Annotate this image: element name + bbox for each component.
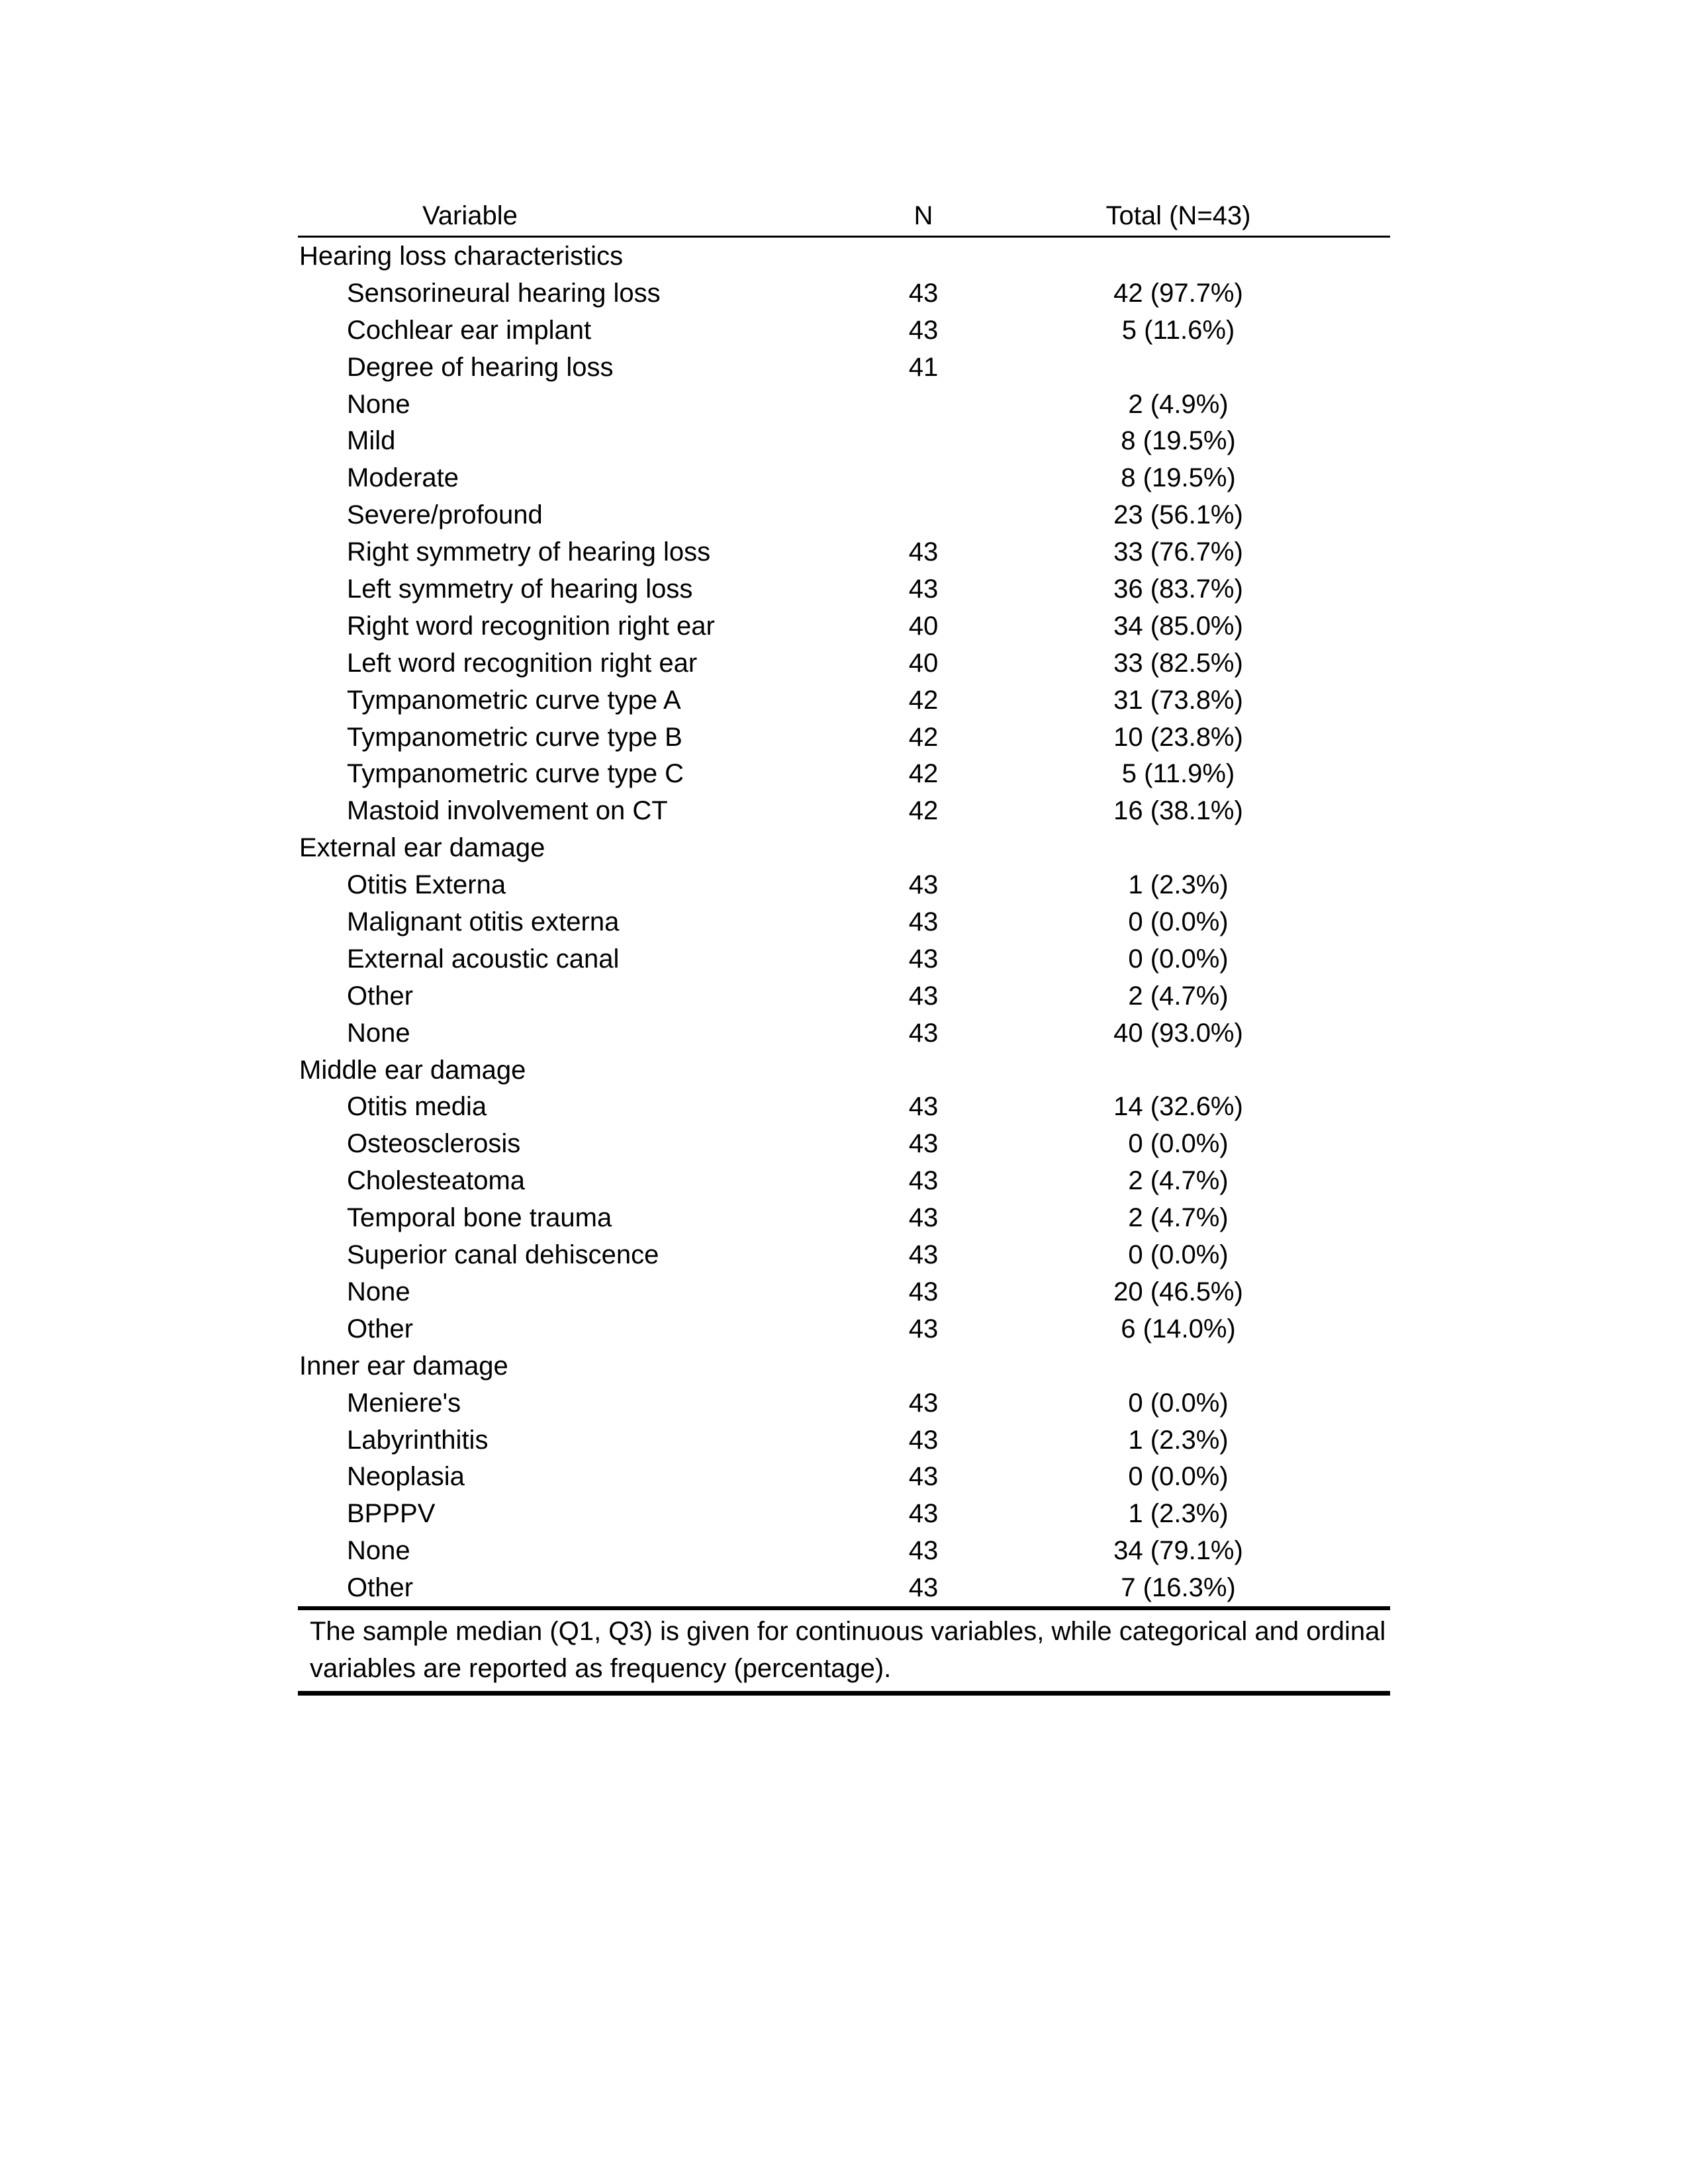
row-total: 0 (0.0%) <box>1128 1388 1229 1418</box>
row-n: 43 <box>908 907 939 937</box>
row-label: Mild <box>347 426 396 456</box>
row-total: 1 (2.3%) <box>1128 870 1229 900</box>
header-variable: Variable <box>422 201 518 230</box>
table-row <box>298 645 1390 682</box>
row-label: Other <box>347 1573 414 1603</box>
row-label: None <box>347 1536 410 1566</box>
row-n: 43 <box>908 1240 939 1270</box>
row-n: 43 <box>908 1314 939 1343</box>
table-row <box>298 422 1390 459</box>
row-total: 8 (19.5%) <box>1121 463 1236 493</box>
table-row <box>298 792 1390 829</box>
row-label: Other <box>347 1314 414 1343</box>
table-row <box>298 903 1390 940</box>
table-row <box>298 275 1390 312</box>
row-label: Sensorineural hearing loss <box>347 278 661 308</box>
row-n: 43 <box>908 1092 939 1122</box>
row-label: None <box>347 1018 410 1048</box>
row-n: 43 <box>908 1129 939 1159</box>
table-row <box>298 496 1390 533</box>
row-total: 0 (0.0%) <box>1128 944 1229 974</box>
row-label: Cholesteatoma <box>347 1166 526 1196</box>
row-label: None <box>347 1277 410 1306</box>
table-row <box>298 1088 1390 1125</box>
section-header-row <box>298 1052 1390 1089</box>
row-label: Malignant otitis externa <box>347 907 620 937</box>
row-n: 42 <box>908 685 939 715</box>
table-row <box>298 570 1390 608</box>
table-row <box>298 533 1390 570</box>
row-label: Neoplasia <box>347 1462 465 1492</box>
row-label: None <box>347 389 410 419</box>
table-row <box>298 1310 1390 1347</box>
row-total: 33 (82.5%) <box>1113 648 1243 678</box>
row-label: Right word recognition right ear <box>347 611 715 641</box>
row-total: 5 (11.6%) <box>1121 315 1235 345</box>
row-label: Left word recognition right ear <box>347 648 698 678</box>
row-n: 43 <box>908 1166 939 1196</box>
row-label: Hearing loss characteristics <box>299 242 624 271</box>
row-n: 43 <box>908 1277 939 1306</box>
row-n: 41 <box>908 352 939 382</box>
table-body <box>298 238 1390 1606</box>
row-label: Otitis media <box>347 1092 487 1122</box>
table-row <box>298 978 1390 1015</box>
table-row <box>298 1422 1390 1459</box>
row-label: Superior canal dehiscence <box>347 1240 659 1270</box>
row-label: Tympanometric curve type B <box>347 722 682 752</box>
header-n: N <box>914 201 933 230</box>
row-total: 23 (56.1%) <box>1113 500 1243 530</box>
row-total: 1 (2.3%) <box>1128 1425 1229 1455</box>
table-row <box>298 608 1390 645</box>
row-label: Meniere's <box>347 1388 461 1418</box>
table-row <box>298 1125 1390 1162</box>
row-total: 2 (4.7%) <box>1128 981 1229 1011</box>
row-label: Moderate <box>347 463 459 493</box>
row-total: 8 (19.5%) <box>1121 426 1236 456</box>
row-total: 10 (23.8%) <box>1113 722 1243 752</box>
row-n: 43 <box>908 1573 939 1603</box>
row-n: 43 <box>908 278 939 308</box>
table-row <box>298 1495 1390 1532</box>
row-n: 43 <box>908 1018 939 1048</box>
row-n: 40 <box>908 648 939 678</box>
row-label: BPPPV <box>347 1499 436 1529</box>
row-n: 43 <box>908 981 939 1011</box>
table-row <box>298 940 1390 978</box>
row-n: 43 <box>908 1499 939 1529</box>
row-total: 20 (46.5%) <box>1113 1277 1243 1306</box>
section-header-row <box>298 238 1390 275</box>
row-label: Tympanometric curve type C <box>347 759 684 789</box>
table-row <box>298 1532 1390 1569</box>
table-row <box>298 1385 1390 1422</box>
row-label: Otitis Externa <box>347 870 506 900</box>
table-row <box>298 1273 1390 1310</box>
row-label: Tympanometric curve type A <box>347 685 681 715</box>
table-row <box>298 755 1390 792</box>
table-row <box>298 1236 1390 1273</box>
table-row <box>298 682 1390 719</box>
row-n: 43 <box>908 537 939 567</box>
row-n: 43 <box>908 574 939 604</box>
row-n: 42 <box>908 722 939 752</box>
row-total: 0 (0.0%) <box>1128 1240 1229 1270</box>
row-total: 36 (83.7%) <box>1113 574 1243 604</box>
table-row <box>298 1569 1390 1606</box>
table-row <box>298 349 1390 386</box>
row-total: 1 (2.3%) <box>1128 1499 1229 1529</box>
summary-table <box>298 196 1390 1696</box>
row-n: 43 <box>908 1536 939 1566</box>
header-total: Total (N=43) <box>1105 201 1251 230</box>
table-footnote: The sample median (Q1, Q3) is given for continuous variables, while categorical and ordinal variables are reported as frequency (percentage). <box>298 1610 1390 1696</box>
row-n: 43 <box>908 870 939 900</box>
row-n: 43 <box>908 1388 939 1418</box>
row-total: 2 (4.7%) <box>1128 1203 1229 1233</box>
row-total: 40 (93.0%) <box>1113 1018 1243 1048</box>
table-header <box>298 196 1390 238</box>
row-total: 0 (0.0%) <box>1128 1129 1229 1159</box>
row-total: 16 (38.1%) <box>1113 796 1243 826</box>
row-total: 42 (97.7%) <box>1113 278 1243 308</box>
row-label: Right symmetry of hearing loss <box>347 537 711 567</box>
row-total: 0 (0.0%) <box>1128 1462 1229 1492</box>
row-total: 34 (85.0%) <box>1113 611 1243 641</box>
row-label: Osteosclerosis <box>347 1129 521 1159</box>
table-row <box>298 386 1390 423</box>
row-n: 42 <box>908 796 939 826</box>
row-total: 7 (16.3%) <box>1121 1573 1236 1603</box>
section-header-row <box>298 1347 1390 1385</box>
row-label: Degree of hearing loss <box>347 352 614 382</box>
row-label: Cochlear ear implant <box>347 315 592 345</box>
row-total: 14 (32.6%) <box>1113 1092 1243 1122</box>
table-row <box>298 719 1390 756</box>
row-label: External ear damage <box>299 833 545 863</box>
row-n: 43 <box>908 315 939 345</box>
row-total: 2 (4.7%) <box>1128 1166 1229 1196</box>
row-label: Inner ear damage <box>299 1351 508 1381</box>
row-n: 40 <box>908 611 939 641</box>
row-total: 5 (11.9%) <box>1121 759 1235 789</box>
row-label: Temporal bone trauma <box>347 1203 612 1233</box>
table-row <box>298 1162 1390 1199</box>
row-label: Labyrinthitis <box>347 1425 489 1455</box>
row-total: 34 (79.1%) <box>1113 1536 1243 1566</box>
row-label: External acoustic canal <box>347 944 620 974</box>
row-n: 43 <box>908 1203 939 1233</box>
row-label: Middle ear damage <box>299 1055 526 1085</box>
row-total: 6 (14.0%) <box>1121 1314 1236 1343</box>
row-n: 43 <box>908 1425 939 1455</box>
row-total: 33 (76.7%) <box>1113 537 1243 567</box>
row-n: 43 <box>908 1462 939 1492</box>
row-n: 42 <box>908 759 939 789</box>
row-total: 0 (0.0%) <box>1128 907 1229 937</box>
section-header-row <box>298 829 1390 866</box>
table-row <box>298 1199 1390 1236</box>
table-row <box>298 866 1390 903</box>
row-n: 43 <box>908 944 939 974</box>
row-label: Other <box>347 981 414 1011</box>
table-row <box>298 459 1390 496</box>
row-label: Severe/profound <box>347 500 543 530</box>
table-row <box>298 1458 1390 1495</box>
row-label: Mastoid involvement on CT <box>347 796 668 826</box>
row-label: Left symmetry of hearing loss <box>347 574 693 604</box>
row-total: 31 (73.8%) <box>1113 685 1243 715</box>
table-row <box>298 312 1390 349</box>
row-total: 2 (4.9%) <box>1128 389 1229 419</box>
table-row <box>298 1015 1390 1052</box>
